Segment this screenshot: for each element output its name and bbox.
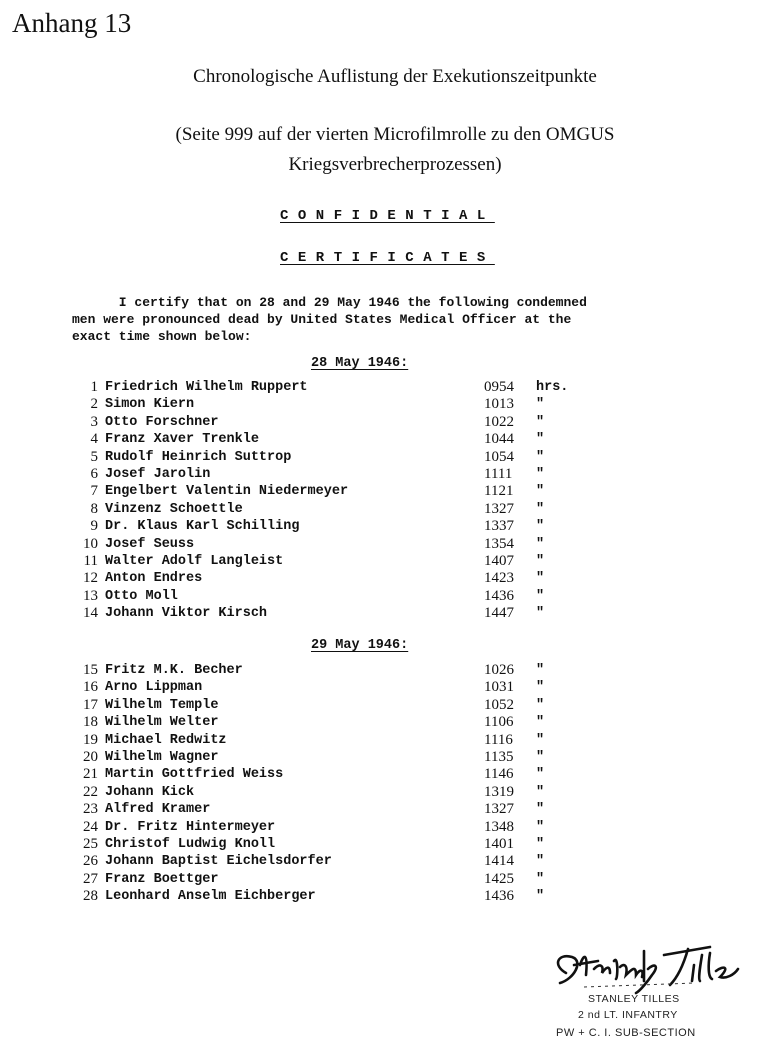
entry-number: 22 [83, 783, 98, 800]
entry-time: 1327 [484, 801, 514, 818]
entry-time-unit: " [536, 432, 545, 448]
entry-time: 1414 [484, 853, 514, 870]
entry-time-unit: " [536, 802, 545, 818]
entry-time: 1044 [484, 431, 514, 448]
entry-time-unit: " [536, 680, 545, 696]
entry-number: 25 [83, 835, 98, 852]
entry-time: 1031 [484, 679, 514, 696]
entry-name: Friedrich Wilhelm Ruppert [105, 380, 308, 395]
entry-time: 1135 [484, 748, 514, 765]
entry-time: 1447 [484, 605, 514, 622]
entry-name: Anton Endres [105, 571, 203, 587]
entry-name: Walter Adolf Langleist [105, 553, 284, 569]
entry-time-unit: " [536, 449, 545, 465]
entry-time: 0954 [484, 379, 514, 395]
entry-number: 19 [83, 731, 98, 748]
entry-time: 1436 [484, 587, 514, 604]
entry-time-unit: " [536, 663, 545, 678]
entry-time-unit: " [536, 484, 545, 500]
entry-number: 4 [90, 431, 98, 448]
date-heading-28-may: 28 May 1946: [311, 356, 409, 371]
certification-text: I certify that on 28 and 29 May 1946 the following condemned men were pronounced dead by United States Medical Officer at the exact time shown below: [72, 295, 587, 344]
entry-time: 1054 [484, 448, 514, 465]
entry-time-unit: " [536, 784, 545, 800]
entry-time: 1121 [484, 483, 514, 500]
entry-name: Wilhelm Welter [105, 715, 219, 731]
entry-number: 5 [90, 448, 98, 465]
entry-time: 1423 [484, 570, 514, 587]
page-subtitle-line1: (Seite 999 auf der vierten Microfilmrolle zu den OMGUS [175, 124, 615, 145]
certificates-heading: CERTIFICATES [280, 250, 495, 266]
entry-number: 3 [90, 413, 98, 430]
entry-name: Franz Boettger [105, 871, 219, 887]
entry-number: 9 [90, 518, 98, 535]
entry-time-unit: " [536, 414, 545, 430]
entry-time: 1354 [484, 535, 514, 552]
entry-time: 1436 [484, 888, 514, 905]
entry-time: 1116 [484, 731, 513, 748]
entry-name: Wilhelm Wagner [105, 749, 219, 765]
entry-number: 23 [83, 801, 98, 818]
entry-time: 1337 [484, 518, 514, 535]
entry-name: Christof Ludwig Knoll [105, 836, 276, 852]
entry-number: 28 [83, 888, 98, 905]
entry-number: 18 [83, 714, 98, 731]
entry-time-unit: " [536, 836, 545, 852]
entry-time-unit: " [536, 571, 545, 587]
entry-name: Johann Viktor Kirsch [105, 606, 268, 622]
entry-time-unit: " [536, 854, 545, 870]
entry-number: 14 [83, 605, 98, 622]
entry-time-unit: " [536, 501, 545, 517]
page-title: Chronologische Auflistung der Exekutionszeitpunkte [193, 66, 597, 87]
entry-time-unit: " [536, 588, 545, 604]
date-heading-29-may: 29 May 1946: [311, 638, 409, 653]
entry-time-unit: " [536, 732, 545, 748]
entry-time-unit: " [536, 553, 545, 569]
entry-time: 1111 [484, 465, 513, 482]
entry-time: 1106 [484, 714, 514, 731]
entry-number: 20 [83, 748, 98, 765]
entry-time-unit: " [536, 871, 545, 887]
entry-time-unit: " [536, 889, 545, 905]
entry-time: 1026 [484, 662, 514, 678]
appendix-label: Anhang 13 [12, 8, 132, 38]
entry-number: 26 [83, 853, 98, 870]
entry-name: Arno Lippman [105, 680, 203, 696]
signature-block [520, 935, 760, 1045]
entry-number: 13 [83, 587, 98, 604]
entry-number: 17 [83, 696, 98, 713]
entry-name: Dr. Klaus Karl Schilling [105, 519, 300, 535]
entry-time: 1052 [484, 696, 514, 713]
entry-time: 1425 [484, 870, 514, 887]
entry-time-unit: " [536, 536, 545, 552]
confidential-heading: CONFIDENTIAL [280, 208, 495, 224]
entry-time-unit: " [536, 715, 545, 731]
entry-name: Johann Baptist Eichelsdorfer [105, 854, 332, 870]
entry-time-unit: " [536, 819, 545, 835]
entry-number: 27 [83, 870, 98, 887]
entry-name: Otto Moll [105, 588, 178, 604]
entry-time-unit: hrs. [536, 380, 569, 395]
entry-name: Wilhelm Temple [105, 697, 219, 713]
entry-name: Leonhard Anselm Eichberger [105, 889, 316, 905]
entry-name: Fritz M.K. Becher [105, 663, 243, 678]
entry-name: Martin Gottfried Weiss [105, 767, 284, 783]
entry-time: 1013 [484, 396, 514, 413]
entry-name: Vinzenz Schoettle [105, 501, 243, 517]
entry-time-unit: " [536, 397, 545, 413]
entry-number: 8 [90, 500, 98, 517]
signatory-name: STANLEY TILLES [588, 993, 680, 1005]
entry-name: Engelbert Valentin Niedermeyer [105, 484, 349, 500]
entry-name: Franz Xaver Trenkle [105, 432, 259, 448]
signatory-rank: 2 nd LT. INFANTRY [578, 1009, 678, 1021]
entry-number: 11 [83, 552, 98, 569]
entry-number: 10 [83, 535, 98, 552]
entry-name: Simon Kiern [105, 397, 195, 413]
entry-time-unit: " [536, 767, 545, 783]
entry-number: 6 [90, 465, 98, 482]
entry-name: Dr. Fritz Hintermeyer [105, 819, 276, 835]
entry-name: Otto Forschner [105, 414, 219, 430]
entry-number: 12 [83, 570, 98, 587]
entry-number: 7 [90, 483, 98, 500]
page-subtitle-line2: Kriegsverbrecherprozessen) [288, 154, 502, 175]
entry-time: 1407 [484, 552, 514, 569]
handwritten-signature [544, 935, 754, 997]
entry-time: 1022 [484, 413, 514, 430]
entry-name: Alfred Kramer [105, 802, 211, 818]
entry-time-unit: " [536, 519, 545, 535]
entry-name: Rudolf Heinrich Suttrop [105, 449, 292, 465]
entry-time: 1327 [484, 500, 514, 517]
entry-name: Johann Kick [105, 784, 195, 800]
entry-number: 16 [83, 679, 98, 696]
entry-name: Josef Seuss [105, 536, 195, 552]
signatory-unit: PW + C. I. SUB-SECTION [556, 1027, 696, 1039]
entry-time: 1319 [484, 783, 514, 800]
entry-number: 24 [83, 818, 98, 835]
entry-time: 1146 [484, 766, 514, 783]
entry-time-unit: " [536, 749, 545, 765]
entry-name: Josef Jarolin [105, 466, 211, 482]
entry-number: 15 [83, 662, 98, 678]
entry-time-unit: " [536, 606, 545, 622]
entry-time: 1348 [484, 818, 514, 835]
entry-time-unit: " [536, 466, 545, 482]
entry-time-unit: " [536, 697, 545, 713]
entry-number: 21 [83, 766, 98, 783]
entry-name: Michael Redwitz [105, 732, 227, 748]
entry-time: 1401 [484, 835, 514, 852]
entry-number: 1 [90, 379, 98, 395]
entry-number: 2 [90, 396, 98, 413]
